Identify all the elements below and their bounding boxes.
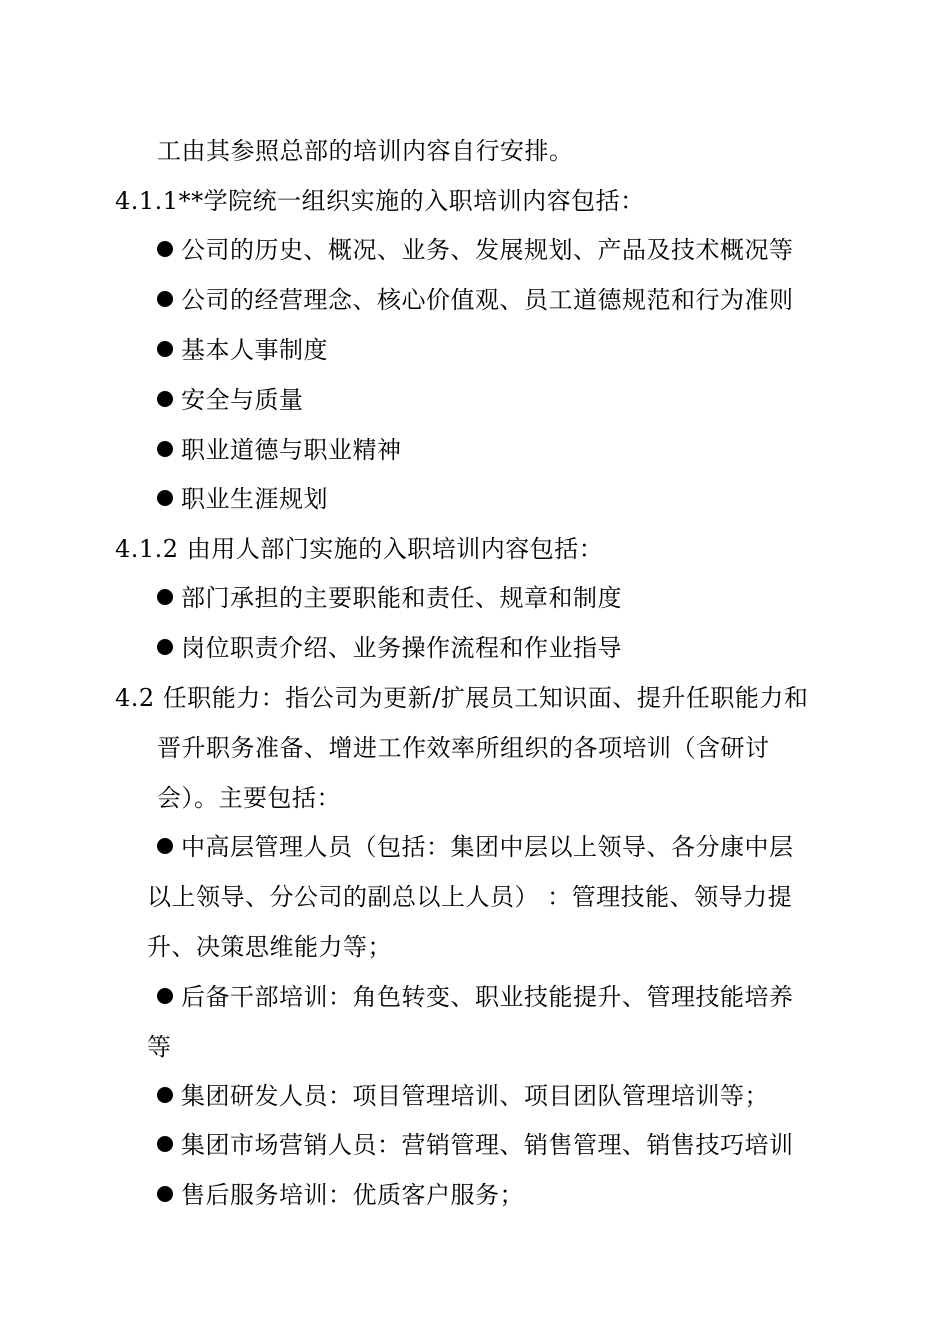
bullet-icon [157,1087,173,1103]
list-item: 基本人事制度 [157,335,328,365]
bullet-icon [157,639,173,655]
section-4-1-1-heading: 4.1.1**学院统一组织实施的入职培训内容包括： [115,187,645,215]
bullet-icon [157,241,173,257]
bullet-icon [157,391,173,407]
bullet-icon [157,490,173,506]
section-4-1-2-heading: 4.1.2 由用人部门实施的入职培训内容包括： [115,535,604,563]
list-item: 部门承担的主要职能和责任、规章和制度 [157,583,622,613]
list-item: 公司的历史、概况、业务、发展规划、产品及技术概况等 [157,235,794,265]
list-item: 中高层管理人员（包括：集团中层以上领导、各分康中层 [157,832,794,862]
bullet-icon [157,341,173,357]
list-item: 岗位职责介绍、业务操作流程和作业指导 [157,633,622,663]
section-4-2-heading: 4.2 任职能力：指公司为更新/扩展员工知识面、提升任职能力和 [115,684,809,712]
bullet-icon [157,838,173,854]
list-item: 安全与质量 [157,385,304,415]
list-item: 集团研发人员：项目管理培训、项目团队管理培训等； [157,1081,769,1111]
bullet-icon [157,1186,173,1202]
section-4-2-text: 晋升职务准备、增进工作效率所组织的各项培训（含研讨 [157,734,770,762]
list-item: 售后服务培训：优质客户服务； [157,1180,524,1210]
list-item-continuation: 等 [147,1033,172,1061]
list-item: 后备干部培训：角色转变、职业技能提升、管理技能培养 [157,982,794,1012]
list-item: 公司的经营理念、核心价值观、员工道德规范和行为准则 [157,285,794,315]
bullet-icon [157,589,173,605]
section-4-2-text: 会）。主要包括： [157,784,341,812]
bullet-icon [157,291,173,307]
list-item: 集团市场营销人员：营销管理、销售管理、销售技巧培训 [157,1130,794,1160]
list-item-continuation: 以上领导、分公司的副总以上人员） ：管理技能、领导力提 [147,883,793,911]
list-item-continuation: 升、决策思维能力等； [147,933,392,961]
intro-continuation: 工由其参照总部的培训内容自行安排。 [157,137,574,165]
bullet-icon [157,1136,173,1152]
bullet-icon [157,988,173,1004]
list-item: 职业道德与职业精神 [157,435,402,465]
bullet-icon [157,441,173,457]
list-item: 职业生涯规划 [157,484,328,514]
